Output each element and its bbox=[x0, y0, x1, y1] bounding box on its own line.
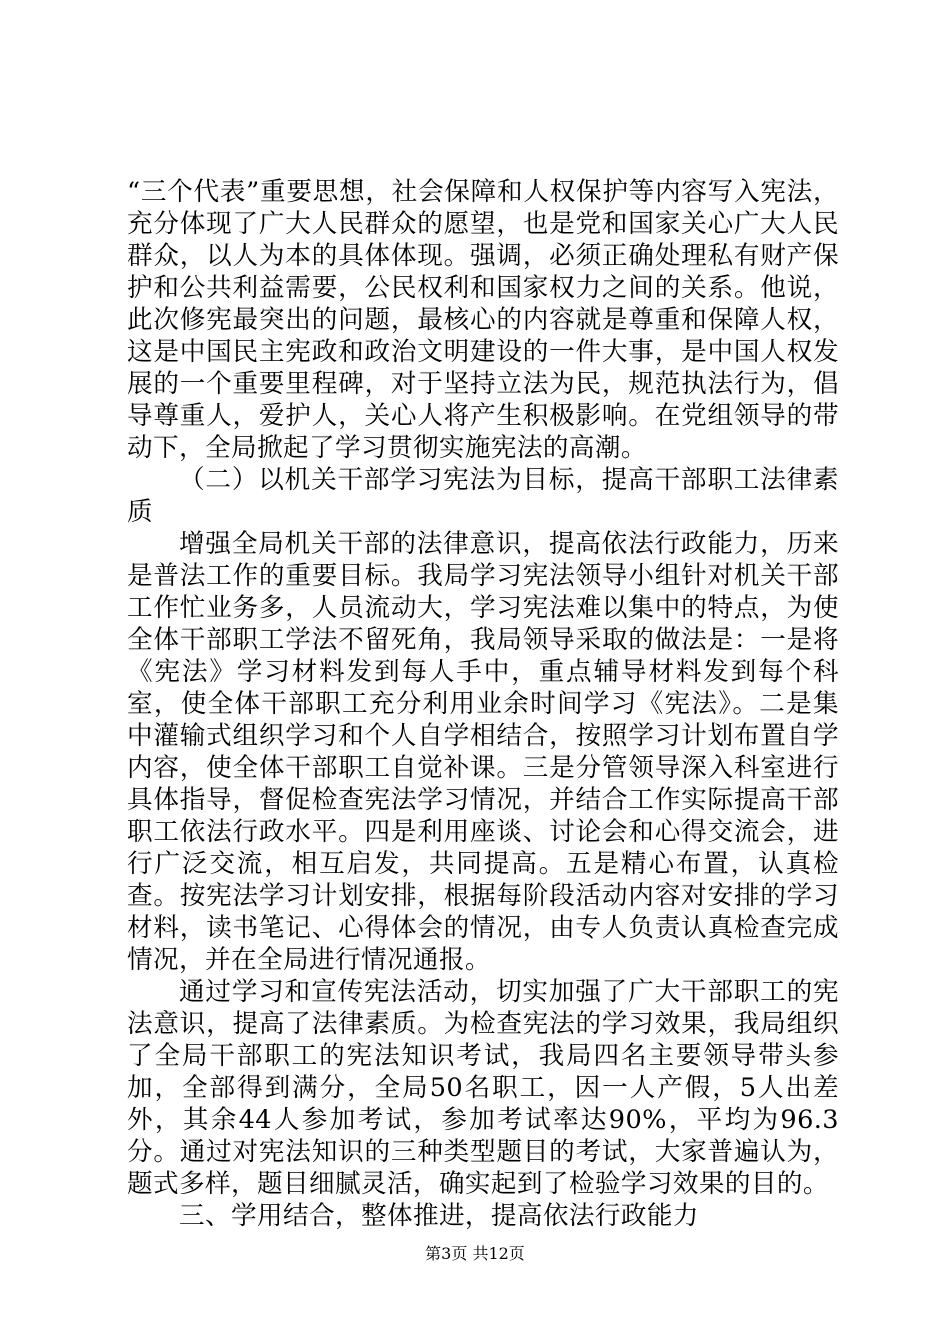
page-footer: 第3页 共12页 bbox=[425, 1244, 525, 1263]
section-heading-2: （二）以机关干部学习宪法为目标，提高干部职工法律素质 bbox=[127, 465, 839, 527]
section-heading-3: 三、学用结合，整体推进，提高依法行政能力 bbox=[179, 1201, 699, 1231]
paragraph-3: 增强全局机关干部的法律意识，提高依法行政能力，历来是普法工作的重要目标。我局学习宪法领导小组针对机关干部工作忙业务多，人员流动大，学习宪法难以集中的特点，为使全体干部职工学法不留死角，我局领导采取的做法是：一是将《宪法》学习材料发到每人手中，重点辅导材料发到每个科室，使全体干部职工充分利用业余时间学习《宪法》。二是集中灌输式组织学习和个人自学相结合，按照学习计划布置自学内容，使全体干部职工自觉补课。三是分管领导深入科室进行具体指导，督促检查宪法学习情况，并结合工作实际提高干部职工依法行政水平。四是利用座谈、讨论会和心得交流会，进行广泛交流，相互启发，共同提高。五是精心布置，认真检查。按宪法学习计划安排，根据每阶段活动内容对安排的学习材料，读书笔记、心得体会的情况，由专人负责认真检查完成情况，并在全局进行情况通报。 bbox=[127, 529, 839, 975]
paragraph-1: “三个代表”重要思想，社会保障和人权保护等内容写入宪法，充分体现了广大人民群众的愿望，也是党和国家关心广大人民群众，以人为本的具体体现。强调，必须正确处理私有财产保护和公共利益需要，公民权利和国家权力之间的关系。他说，此次修宪最突出的问题，最核心的内容就是尊重和保障人权，这是中国民主宪政和政治文明建设的一件大事，是中国人权发展的一个重要里程碑，对于坚持立法为民，规范执法行为，倡导尊重人，爱护人，关心人将产生积极影响。在党组领导的带动下，全局掀起了学习贯彻实施宪法的高潮。 bbox=[127, 177, 839, 463]
document-body bbox=[127, 176, 839, 1232]
paragraph-4: 通过学习和宣传宪法活动，切实加强了广大干部职工的宪法意识，提高了法律素质。为检查宪法的学习效果，我局组织了全局干部职工的宪法知识考试，我局四名主要领导带头参加，全部得到满分，全局50名职工，因一人产假，5人出差外，其余44人参加考试，参加考试率达90%，平均为96.3分。通过对宪法知识的三种类型题目的考试，大家普遍认为，题式多样，题目细腻灵活，确实起到了检验学习效果的目的。 bbox=[127, 977, 839, 1199]
